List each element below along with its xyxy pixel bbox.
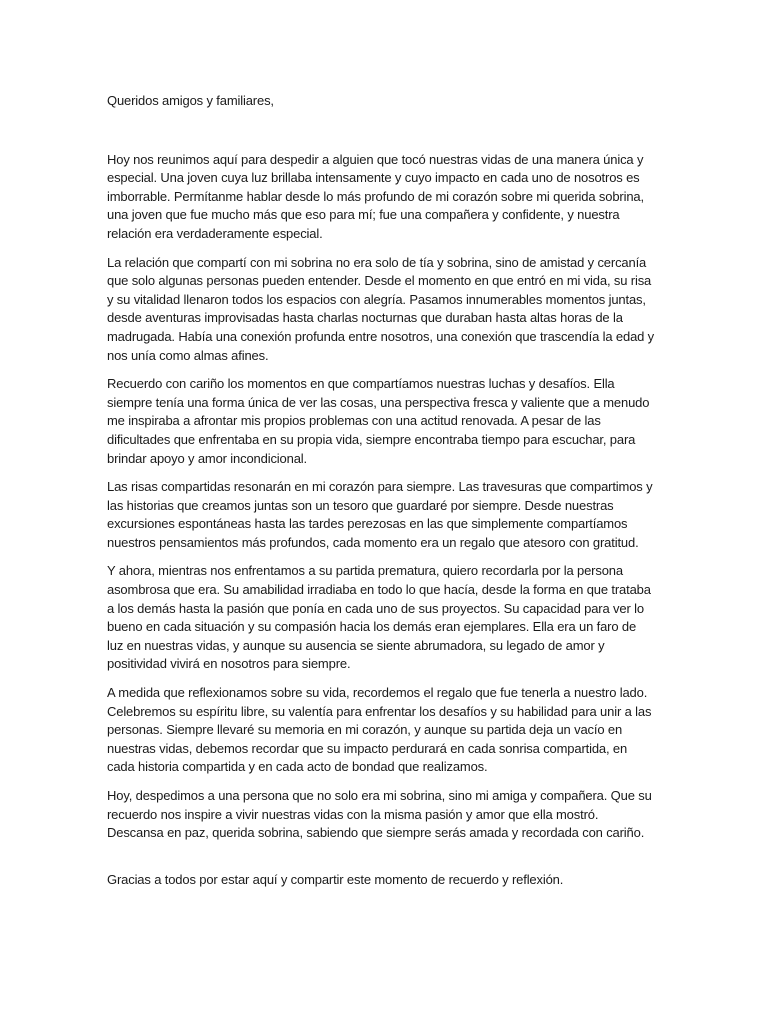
- letter-paragraph-7: Hoy, despedimos a una persona que no solo era mi sobrina, sino mi amiga y compañera. Que su recuerdo nos inspire a vivir nuestras vidas con la misma pasión y amor que ella mostró. Descansa en paz, querida sobrina, sabiendo que siempre serás amada y recordada con cariño.: [107, 788, 652, 841]
- letter-paragraph-6: A medida que reflexionamos sobre su vida, recordemos el regalo que fue tenerla a nuestro lado. Celebremos su espíritu libre, su valentía para enfrentar los desafíos y su habilidad para unir a las personas. Siempre llevaré su memoria en mi corazón, y aunque su partida deja un vacío en nuestras vidas, debemos recordar que su impacto perdurará en cada sonrisa compartida, en cada historia compartida y en cada acto de bondad que realizamos.: [107, 685, 652, 775]
- letter-closing: Gracias a todos por estar aquí y compartir este momento de recuerdo y reflexión.: [107, 871, 564, 887]
- letter-paragraph-4: Las risas compartidas resonarán en mi corazón para siempre. Las travesuras que compartimos y las historias que creamos juntas son un tesoro que guardaré por siempre. Desde nuestras excursiones espontáneas hasta las tardes perezosas en las que simplemente compartíamos nuestros pensamientos más profundos, cada momento era un regalo que atesoro con gratitud.: [107, 479, 653, 550]
- letter-paragraph-1: Hoy nos reunimos aquí para despedir a alguien que tocó nuestras vidas de una manera única y especial. Una joven cuya luz brillaba intensamente y cuyo impacto en cada uno de nosotros es imborrable. Permítanme hablar desde lo más profundo de mi corazón sobre mi querida sobrina, una joven que fue mucho más que eso para mí; fue una compañera y confidente, y nuestra relación era verdaderamente especial.: [107, 151, 644, 241]
- letter-greeting: Queridos amigos y familiares,: [107, 93, 274, 108]
- letter-page: [107, 92, 655, 899]
- letter-paragraph-3: Recuerdo con cariño los momentos en que compartíamos nuestras luchas y desafíos. Ella siempre tenía una forma única de ver las cosas, una perspectiva fresca y valiente que a menudo me inspiraba a afrontar mis propios problemas con una actitud renovada. A pesar de las dificultades que enfrentaba en su propia vida, siempre encontraba tiempo para escuchar, para brindar apoyo y amor incondicional.: [107, 376, 650, 466]
- letter-paragraph-5: Y ahora, mientras nos enfrentamos a su partida prematura, quiero recordarla por la persona asombrosa que era. Su amabilidad irradiaba en todo lo que hacía, desde la forma en que trataba a los demás hasta la pasión que ponía en cada uno de sus proyectos. Su capacidad para ver lo bueno en cada situación y su compasión hacia los demás eran ejemplares. Ella era un faro de luz en nuestras vidas, y aunque su ausencia se siente abrumadora, su legado de amor y positividad vivirá en nosotros para siempre.: [107, 563, 651, 672]
- letter-paragraph-2: La relación que compartí con mi sobrina no era solo de tía y sobrina, sino de amistad y cercanía que solo algunas personas pueden entender. Desde el momento en que entró en mi vida, su risa y su vitalidad llenaron todos los espacios con alegría. Pasamos innumerables momentos juntas, desde aventuras improvisadas hasta charlas nocturnas que duraban hasta altas horas de la madrugada. Había una conexión profunda entre nosotros, una conexión que trascendía la edad y nos unía como almas afines.: [107, 254, 655, 363]
